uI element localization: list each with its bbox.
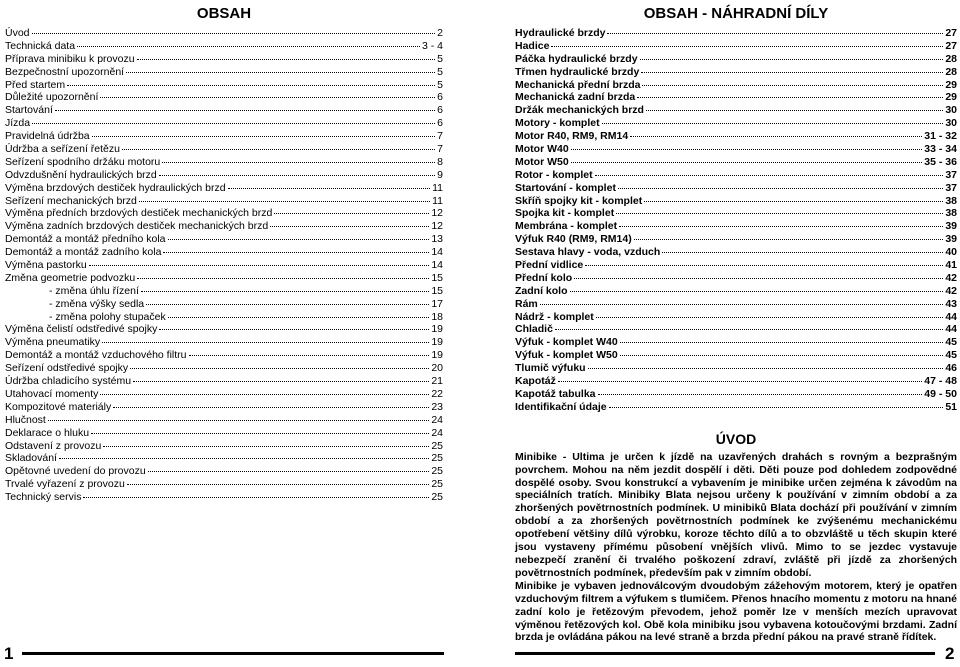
toc-entry-page: 19 (431, 336, 443, 349)
toc-dot-leader (102, 342, 429, 343)
toc-dot-leader (642, 85, 943, 86)
toc-entry-label: Motor W40 (515, 143, 569, 156)
toc-entry-label: Pravidelná údržba (5, 130, 90, 143)
toc-entry[interactable] (515, 362, 957, 375)
toc-entry[interactable] (515, 311, 957, 324)
toc-dot-leader (55, 110, 435, 111)
toc-dot-leader (619, 226, 943, 227)
toc-entry-label: Startování (5, 104, 53, 117)
toc-entry-page: 24 (431, 413, 443, 426)
toc-entry[interactable] (5, 220, 443, 233)
toc-dot-leader (571, 162, 923, 163)
toc-entry[interactable] (515, 27, 957, 40)
toc-dot-leader (103, 446, 429, 447)
toc-dot-leader (89, 265, 430, 266)
toc-entry[interactable] (5, 27, 443, 40)
toc-entry-label: Startování - komplet (515, 181, 616, 194)
toc-dot-leader (100, 97, 435, 98)
toc-entry[interactable] (5, 414, 443, 427)
toc-dot-leader (126, 72, 435, 73)
page-number-right: 2 (945, 644, 955, 663)
toc-entry-page: 49 - 50 (924, 387, 957, 400)
toc-entry-label: Motor R40, RM9, RM14 (515, 130, 629, 143)
toc-entry-page: 7 (437, 143, 443, 156)
toc-entry[interactable] (5, 362, 443, 375)
toc-entry-label: Držák mechanických brzd (515, 104, 644, 117)
toc-entry-label: Důležité upozornění (5, 91, 99, 104)
toc-entry-page: 2 (437, 27, 443, 39)
toc-dot-leader (602, 123, 944, 124)
toc-dot-leader (640, 59, 944, 60)
toc-entry[interactable] (5, 207, 443, 220)
toc-entry-label: - změna výšky sedla (49, 297, 145, 310)
toc-dot-leader (168, 317, 430, 318)
contents-title: OBSAH (196, 5, 252, 22)
toc-entry[interactable] (515, 349, 957, 362)
toc-entry-label: Bezpečnostní upozornění (5, 65, 125, 78)
toc-entry-label: Seřízení mechanických brzd (5, 194, 137, 207)
toc-entry-label: - změna polohy stupaček (49, 310, 166, 323)
toc-entry[interactable] (5, 285, 443, 298)
toc-entry-label: Utahovací momenty (5, 387, 99, 400)
toc-entry-label: Výfuk - komplet W50 (515, 349, 618, 362)
toc-dot-leader (574, 278, 943, 279)
toc-entry-label: Mechanická přední brzda (515, 78, 641, 91)
toc-dot-leader (148, 471, 430, 472)
toc-entry-label: - změna úhlu řízení (49, 284, 139, 297)
toc-entry-page: 37 (945, 168, 957, 181)
toc-dot-leader (127, 484, 429, 485)
toc-entry[interactable] (515, 388, 957, 401)
toc-dot-leader (159, 329, 429, 330)
toc-entry[interactable] (5, 53, 443, 66)
toc-entry[interactable] (5, 130, 443, 143)
toc-entry-label: Sestava hlavy - voda, vzduch (515, 246, 661, 259)
toc-entry-page: 27 (945, 27, 957, 39)
toc-entry-label: Hydraulické brzdy (515, 27, 606, 39)
toc-entry-page: 22 (431, 387, 443, 400)
toc-entry[interactable] (5, 349, 443, 362)
toc-entry-label: Kapotáž (515, 375, 556, 388)
toc-entry-label: Deklarace o hluku (5, 426, 90, 439)
toc-entry-page: 25 (431, 491, 443, 504)
toc-entry-label: Zadní kolo (515, 284, 568, 297)
toc-entry-page: 14 (431, 259, 443, 272)
toc-dot-leader (555, 329, 943, 330)
toc-dot-leader (551, 46, 943, 47)
toc-entry-page: 19 (431, 349, 443, 362)
toc-entry[interactable] (5, 465, 443, 478)
toc-entry[interactable] (515, 182, 957, 195)
toc-entry-page: 28 (945, 65, 957, 78)
toc-entry-page: 23 (431, 400, 443, 413)
toc-entry[interactable] (515, 233, 957, 246)
toc-dot-leader (620, 355, 944, 356)
toc-entry[interactable] (5, 401, 443, 414)
toc-entry-page: 6 (437, 117, 443, 130)
toc-entry-label: Kapotáž tabulka (515, 387, 596, 400)
toc-entry-label: Technická data (5, 39, 76, 52)
toc-entry-page: 8 (437, 155, 443, 168)
toc-entry-page: 45 (945, 336, 957, 349)
toc-entry[interactable] (515, 91, 957, 104)
toc-entry[interactable] (5, 298, 443, 311)
toc-entry-page: 47 - 48 (924, 375, 957, 388)
toc-entry[interactable] (5, 66, 443, 79)
toc-entry-page: 38 (945, 194, 957, 207)
toc-dot-leader (637, 97, 943, 98)
toc-entry-label: Trvalé vyřazení z provozu (5, 478, 125, 491)
toc-entry[interactable] (5, 40, 443, 53)
toc-entry[interactable] (5, 143, 443, 156)
toc-entry-label: Hadice (515, 39, 550, 52)
toc-dot-leader (620, 342, 944, 343)
toc-dot-leader (595, 175, 944, 176)
toc-entry-label: Jízda (5, 117, 31, 130)
toc-entry[interactable] (5, 246, 443, 259)
toc-dot-leader (113, 407, 429, 408)
toc-entry-label: Chladič (515, 323, 553, 336)
toc-entry[interactable] (5, 233, 443, 246)
toc-entry[interactable] (515, 298, 957, 311)
toc-entry-label: Hlučnost (5, 413, 46, 426)
toc-dot-leader (163, 252, 429, 253)
toc-dot-leader (644, 201, 943, 202)
toc-entry[interactable] (515, 156, 957, 169)
toc-dot-leader (228, 188, 430, 189)
toc-entry-label: Výměna pastorku (5, 259, 87, 272)
toc-entry-label: Výfuk - komplet W40 (515, 336, 618, 349)
toc-dot-leader (122, 149, 435, 150)
toc-entry-label: Výměna pneumatiky (5, 336, 101, 349)
toc-entry[interactable] (5, 91, 443, 104)
toc-entry-label: Výfuk R40 (RM9, RM14) (515, 233, 632, 246)
toc-dot-leader (59, 458, 429, 459)
toc-entry-page: 42 (945, 271, 957, 284)
toc-entry[interactable] (515, 130, 957, 143)
toc-entry[interactable] (5, 195, 443, 208)
footer-rule-right (515, 652, 935, 655)
toc-entry-page: 37 (945, 181, 957, 194)
toc-entry-page: 6 (437, 104, 443, 117)
toc-entry-page: 5 (437, 78, 443, 91)
toc-entry-label: Odstavení z provozu (5, 439, 102, 452)
toc-entry-page: 44 (945, 310, 957, 323)
toc-entry[interactable] (5, 427, 443, 440)
toc-entry-page: 46 (945, 362, 957, 375)
toc-dot-leader (570, 291, 944, 292)
toc-entry[interactable] (5, 272, 443, 285)
toc-dot-leader (616, 213, 943, 214)
toc-entry-page: 41 (945, 259, 957, 272)
toc-entry-label: Spojka kit - komplet (515, 207, 615, 220)
toc-entry-page: 24 (431, 426, 443, 439)
toc-entry-label: Opětovné uvedení do provozu (5, 465, 146, 478)
toc-entry-page: 12 (431, 207, 443, 220)
toc-entry-label: Výměna zadních brzdových destiček mechanických brzd (5, 220, 269, 233)
toc-entry[interactable] (515, 285, 957, 298)
toc-entry-page: 25 (431, 478, 443, 491)
intro-paragraph: Minibike - Ultima je určen k jízdě na uzavřených drahách s rovným a bezprašným povrchem. Mohou na něm jezdit dospělí i děti. Děti pouze pod dohledem zodpovědné dospělé osoby. Svou konstrukcí a vybavením je minibike určen zejména k závodům na speciálních tratích. Minibiky Blata nejsou určeny k používání v zimním období a za zhoršených povětrnostních podmínek. U minibiků Blata dochází při používání v zimním období a za zhoršených povětrnostních podmínek ke zvýšenému mechanickému opotřebení většiny dílů výrobku, koroze těchto dílů a to obzvláště u těch skupin které jsou vystaveny přímému působení vnějších vlivů. Mimo to se jezdec vystavuje nebezpečí zranění či trvalého poškození zdraví, zvláště při jízdě za zhoršených povětrnostních podmínek, především pak v zimním období. (515, 450, 957, 579)
toc-entry[interactable] (5, 323, 443, 336)
toc-entry-label: Výměna čelistí odstředivé spojky (5, 323, 158, 336)
toc-entry-page: 31 - 32 (924, 130, 957, 143)
toc-dot-leader (598, 394, 923, 395)
toc-entry-page: 18 (431, 310, 443, 323)
toc-entry-page: 33 - 34 (924, 143, 957, 156)
toc-entry-page: 5 (437, 65, 443, 78)
toc-dot-leader (77, 46, 420, 47)
intro-title: ÚVOD (715, 430, 757, 447)
toc-dot-leader (159, 175, 435, 176)
toc-entry[interactable] (515, 143, 957, 156)
toc-dot-leader (168, 239, 430, 240)
toc-entry-page: 12 (431, 220, 443, 233)
toc-entry-page: 29 (945, 91, 957, 104)
toc-entry[interactable] (515, 259, 957, 272)
toc-dot-leader (630, 136, 922, 137)
toc-entry-label: Kompozitové materiály (5, 400, 112, 413)
toc-dot-leader (662, 252, 943, 253)
toc-entry-page: 39 (945, 233, 957, 246)
toc-entry-label: Demontáž a montáž předního kola (5, 233, 166, 246)
toc-entry-page: 38 (945, 207, 957, 220)
toc-entry-page: 29 (945, 78, 957, 91)
toc-entry[interactable] (5, 336, 443, 349)
toc-dot-leader (83, 497, 429, 498)
toc-entry[interactable] (515, 53, 957, 66)
toc-dot-leader (274, 213, 429, 214)
toc-entry-label: Přední vidlice (515, 259, 584, 272)
toc-dot-leader (571, 149, 923, 150)
toc-entry[interactable] (515, 40, 957, 53)
toc-entry-label: Před startem (5, 78, 66, 91)
page-number-left: 1 (4, 644, 14, 663)
toc-entry-label: Rotor - komplet (515, 168, 593, 181)
toc-dot-leader (540, 304, 944, 305)
toc-dot-leader (270, 226, 429, 227)
intro-paragraph: Minibike je vybaven jednoválcovým dvoudobým zážehovým motorem, který je opatřen vzduchovým filtrem a výfukem s tlumičem. Přenos hnacího momentu z motoru na hnané zadní kolo je řetězovým převodem, jehož poměr lze v menších mezích upravovat výměnou řetězových kol. Obě kola minibiku jsou vybavena kotoučovými brzdami. Zadní brzda je ovládána pákou na levé straně a brzda přední pákou na pravé straně řídítek. (515, 579, 957, 644)
toc-entry[interactable] (515, 169, 957, 182)
toc-entry-page: 30 (945, 117, 957, 130)
toc-dot-leader (558, 381, 922, 382)
toc-dot-leader (32, 123, 435, 124)
toc-entry-label: Páčka hydraulické brzdy (515, 52, 638, 65)
toc-entry[interactable] (5, 169, 443, 182)
toc-dot-leader (137, 59, 436, 60)
toc-entry-page: 43 (945, 297, 957, 310)
toc-dot-leader (596, 317, 944, 318)
toc-dot-leader (607, 33, 943, 34)
toc-entry-label: Údržba chladicího systému (5, 375, 132, 388)
toc-entry-label: Nádrž - komplet (515, 310, 594, 323)
toc-entry-page: 51 (945, 400, 957, 413)
toc-entry-page: 21 (431, 375, 443, 388)
toc-entry-label: Motor W50 (515, 155, 569, 168)
left-page (5, 0, 443, 504)
toc-entry[interactable] (515, 220, 957, 233)
table-of-contents (5, 27, 443, 504)
toc-entry[interactable] (515, 323, 957, 336)
toc-dot-leader (48, 420, 429, 421)
toc-entry[interactable] (5, 375, 443, 388)
toc-entry-page: 30 (945, 104, 957, 117)
toc-entry-label: Mechanická zadní brzda (515, 91, 636, 104)
toc-entry-page: 11 (432, 181, 443, 194)
toc-entry[interactable] (5, 79, 443, 92)
toc-entry[interactable] (5, 259, 443, 272)
toc-entry[interactable] (5, 491, 443, 504)
toc-dot-leader (141, 291, 429, 292)
toc-entry[interactable] (5, 117, 443, 130)
toc-dot-leader (634, 239, 944, 240)
toc-dot-leader (588, 368, 944, 369)
toc-entry-page: 3 - 4 (421, 39, 443, 52)
right-page (515, 0, 957, 644)
toc-entry-page: 40 (945, 246, 957, 259)
toc-entry-page: 44 (945, 323, 957, 336)
toc-entry-label: Demontáž a montáž zadního kola (5, 246, 162, 259)
toc-entry[interactable] (515, 207, 957, 220)
toc-entry-label: Příprava minibiku k provozu (5, 52, 135, 65)
toc-entry[interactable] (515, 104, 957, 117)
toc-dot-leader (130, 368, 429, 369)
toc-entry-page: 15 (431, 284, 443, 297)
toc-entry-page: 19 (431, 323, 443, 336)
toc-entry-page: 25 (431, 439, 443, 452)
toc-entry-label: Tlumič výfuku (515, 362, 586, 375)
toc-entry[interactable] (5, 440, 443, 453)
toc-entry-label: Identifikační údaje (515, 400, 607, 413)
toc-entry-page: 42 (945, 284, 957, 297)
toc-entry[interactable] (515, 117, 957, 130)
toc-dot-leader (92, 136, 436, 137)
toc-dot-leader (609, 407, 944, 408)
toc-dot-leader (91, 433, 429, 434)
toc-entry[interactable] (5, 478, 443, 491)
toc-dot-leader (67, 85, 435, 86)
toc-entry[interactable] (5, 156, 443, 169)
toc-entry[interactable] (515, 66, 957, 79)
toc-dot-leader (585, 265, 943, 266)
toc-dot-leader (133, 381, 429, 382)
toc-entry-label: Výměna brzdových destiček hydraulických brzd (5, 181, 226, 194)
toc-entry-page: 13 (431, 233, 443, 246)
toc-entry[interactable] (515, 401, 957, 414)
toc-entry-label: Přední kolo (515, 271, 573, 284)
toc-entry-label: Třmen hydraulické brzdy (515, 65, 640, 78)
toc-entry[interactable] (515, 246, 957, 259)
toc-entry-label: Úvod (5, 27, 30, 39)
spare-parts-table-of-contents (515, 27, 957, 414)
toc-entry-page: 20 (431, 362, 443, 375)
toc-entry-page: 27 (945, 39, 957, 52)
toc-entry[interactable] (515, 79, 957, 92)
toc-entry[interactable] (515, 375, 957, 388)
toc-entry-label: Seřízení odstředivé spojky (5, 362, 129, 375)
toc-entry-page: 25 (431, 452, 443, 465)
toc-entry-page: 39 (945, 220, 957, 233)
toc-dot-leader (189, 355, 430, 356)
toc-entry[interactable] (5, 388, 443, 401)
toc-entry-label: Odvzdušnění hydraulických brzd (5, 168, 157, 181)
toc-entry-page: 5 (437, 52, 443, 65)
toc-entry-label: Skříň spojky kit - komplet (515, 194, 643, 207)
toc-entry[interactable] (5, 182, 443, 195)
toc-entry-label: Technický servis (5, 491, 82, 504)
toc-entry-page: 45 (945, 349, 957, 362)
toc-entry-label: Seřízení spodního držáku motoru (5, 155, 161, 168)
toc-dot-leader (641, 72, 943, 73)
intro-text (515, 451, 957, 645)
footer-rule-left (22, 652, 444, 655)
toc-entry-page: 7 (437, 130, 443, 143)
toc-dot-leader (162, 162, 435, 163)
toc-entry-page: 25 (431, 465, 443, 478)
toc-entry[interactable] (5, 311, 443, 324)
toc-entry-label: Změna geometrie podvozku (5, 271, 136, 284)
toc-entry-label: Membrána - komplet (515, 220, 618, 233)
toc-entry-page: 35 - 36 (924, 155, 957, 168)
toc-dot-leader (32, 33, 436, 34)
spare-parts-contents-title: OBSAH - NÁHRADNÍ DÍLY (643, 5, 829, 22)
toc-entry-page: 17 (431, 297, 443, 310)
toc-entry-page: 14 (431, 246, 443, 259)
toc-entry[interactable] (515, 336, 957, 349)
toc-dot-leader (618, 188, 943, 189)
toc-entry-label: Výměna předních brzdových destiček mechanických brzd (5, 207, 273, 220)
toc-entry[interactable] (5, 452, 443, 465)
toc-entry[interactable] (5, 104, 443, 117)
toc-entry-label: Rám (515, 297, 538, 310)
toc-entry-page: 6 (437, 91, 443, 104)
toc-entry-label: Motory - komplet (515, 117, 600, 130)
toc-dot-leader (646, 110, 943, 111)
toc-entry-label: Demontáž a montáž vzduchového filtru (5, 349, 187, 362)
toc-dot-leader (139, 201, 430, 202)
toc-entry[interactable] (515, 272, 957, 285)
toc-entry[interactable] (515, 195, 957, 208)
toc-entry-page: 11 (432, 194, 443, 207)
toc-entry-label: Údržba a seřízení řetězu (5, 143, 120, 156)
toc-entry-page: 9 (437, 168, 443, 181)
toc-dot-leader (146, 304, 429, 305)
toc-dot-leader (137, 278, 429, 279)
toc-dot-leader (100, 394, 429, 395)
toc-entry-label: Skladování (5, 452, 57, 465)
toc-entry-page: 28 (945, 52, 957, 65)
toc-entry-page: 15 (431, 271, 443, 284)
